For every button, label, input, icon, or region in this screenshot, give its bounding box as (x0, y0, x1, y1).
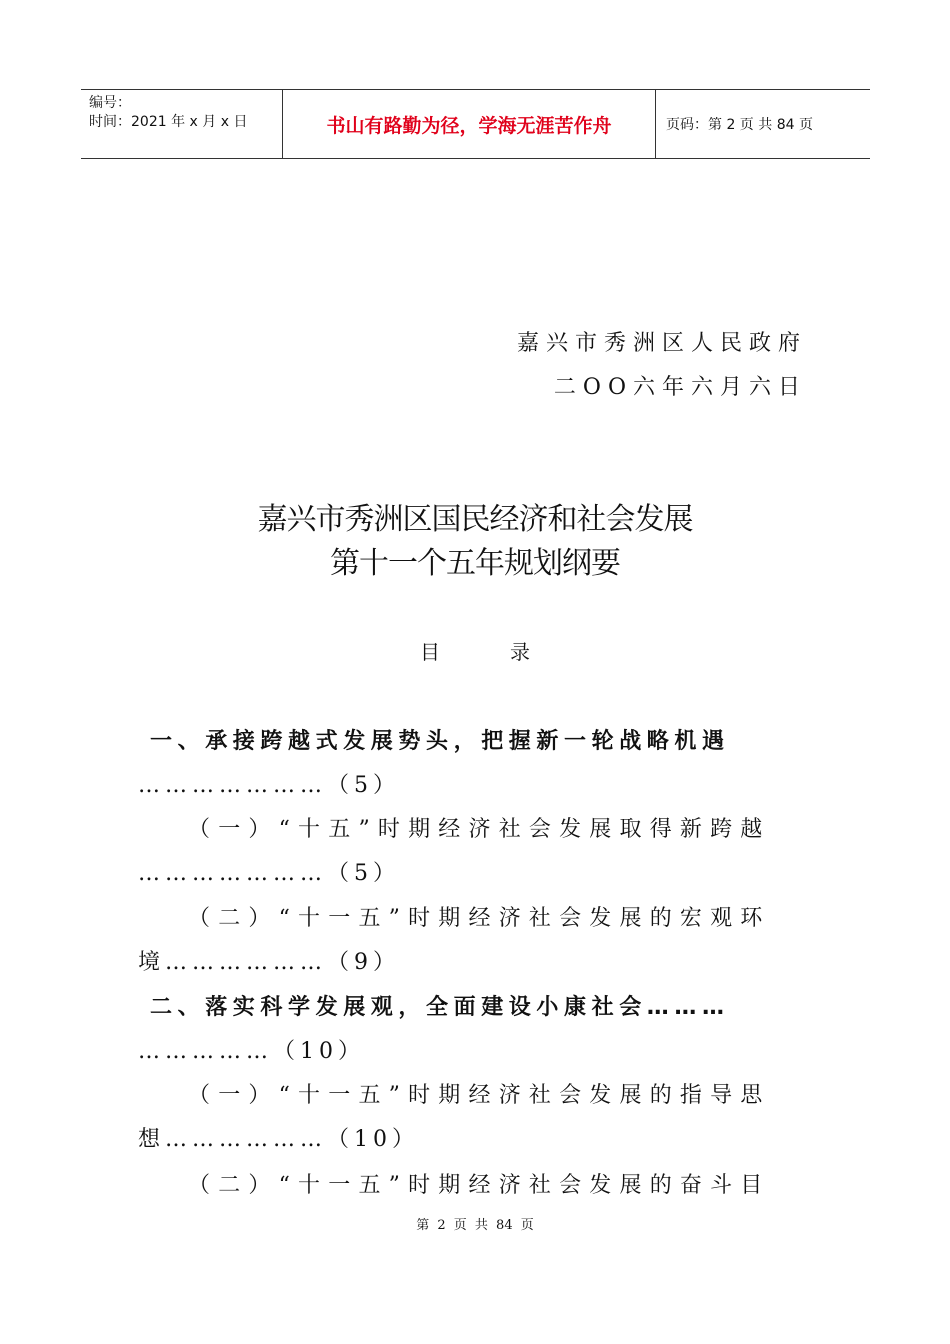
toc-entry-2: （一）“十五”时期经济社会发展取得新跨越 (188, 817, 771, 842)
header-motto: 书山有路勤为径，学海无涯苦作舟 (282, 90, 656, 158)
page-header (81, 89, 870, 159)
toc-entry-1-continuation: …………………（5） (138, 773, 400, 798)
document-title-line-1: 嘉兴市秀洲区国民经济和社会发展 (257, 502, 693, 537)
number-label: 编号： (89, 95, 131, 111)
issue-date: 二OO六年六月六日 (553, 375, 807, 400)
toc-entry-1: 一、承接跨越式发展势头，把握新一轮战略机遇 (150, 729, 730, 754)
toc-entry-5-continuation: 想………………（10） (138, 1127, 419, 1152)
header-meta (81, 90, 282, 158)
document-title-line-2: 第十一个五年规划纲要 (330, 546, 620, 581)
toc-entry-4-continuation: ……………（10） (138, 1039, 365, 1064)
issuing-organization: 嘉兴市秀洲区人民政府 (516, 331, 807, 356)
toc-entry-3-continuation: 境………………（9） (138, 950, 400, 975)
toc-heading: 目录 (420, 640, 600, 664)
toc-entry-5: （一）“十一五”时期经济社会发展的指导思 (188, 1083, 771, 1108)
toc-entry-3: （二）“十一五”时期经济社会发展的宏观环 (188, 906, 771, 931)
toc-entry-4: 二、落实科学发展观，全面建设小康社会……… (150, 995, 730, 1020)
toc-entry-6: （二）“十一五”时期经济社会发展的奋斗目 (188, 1173, 771, 1198)
time-label: 时间：2021 年 x 月 x 日 (89, 114, 248, 130)
header-page-info: 页码：第 2 页 共 84 页 (666, 117, 813, 133)
toc-entry-2-continuation: …………………（5） (138, 861, 400, 886)
page-footer: 第 2 页 共 84 页 (416, 1218, 534, 1233)
